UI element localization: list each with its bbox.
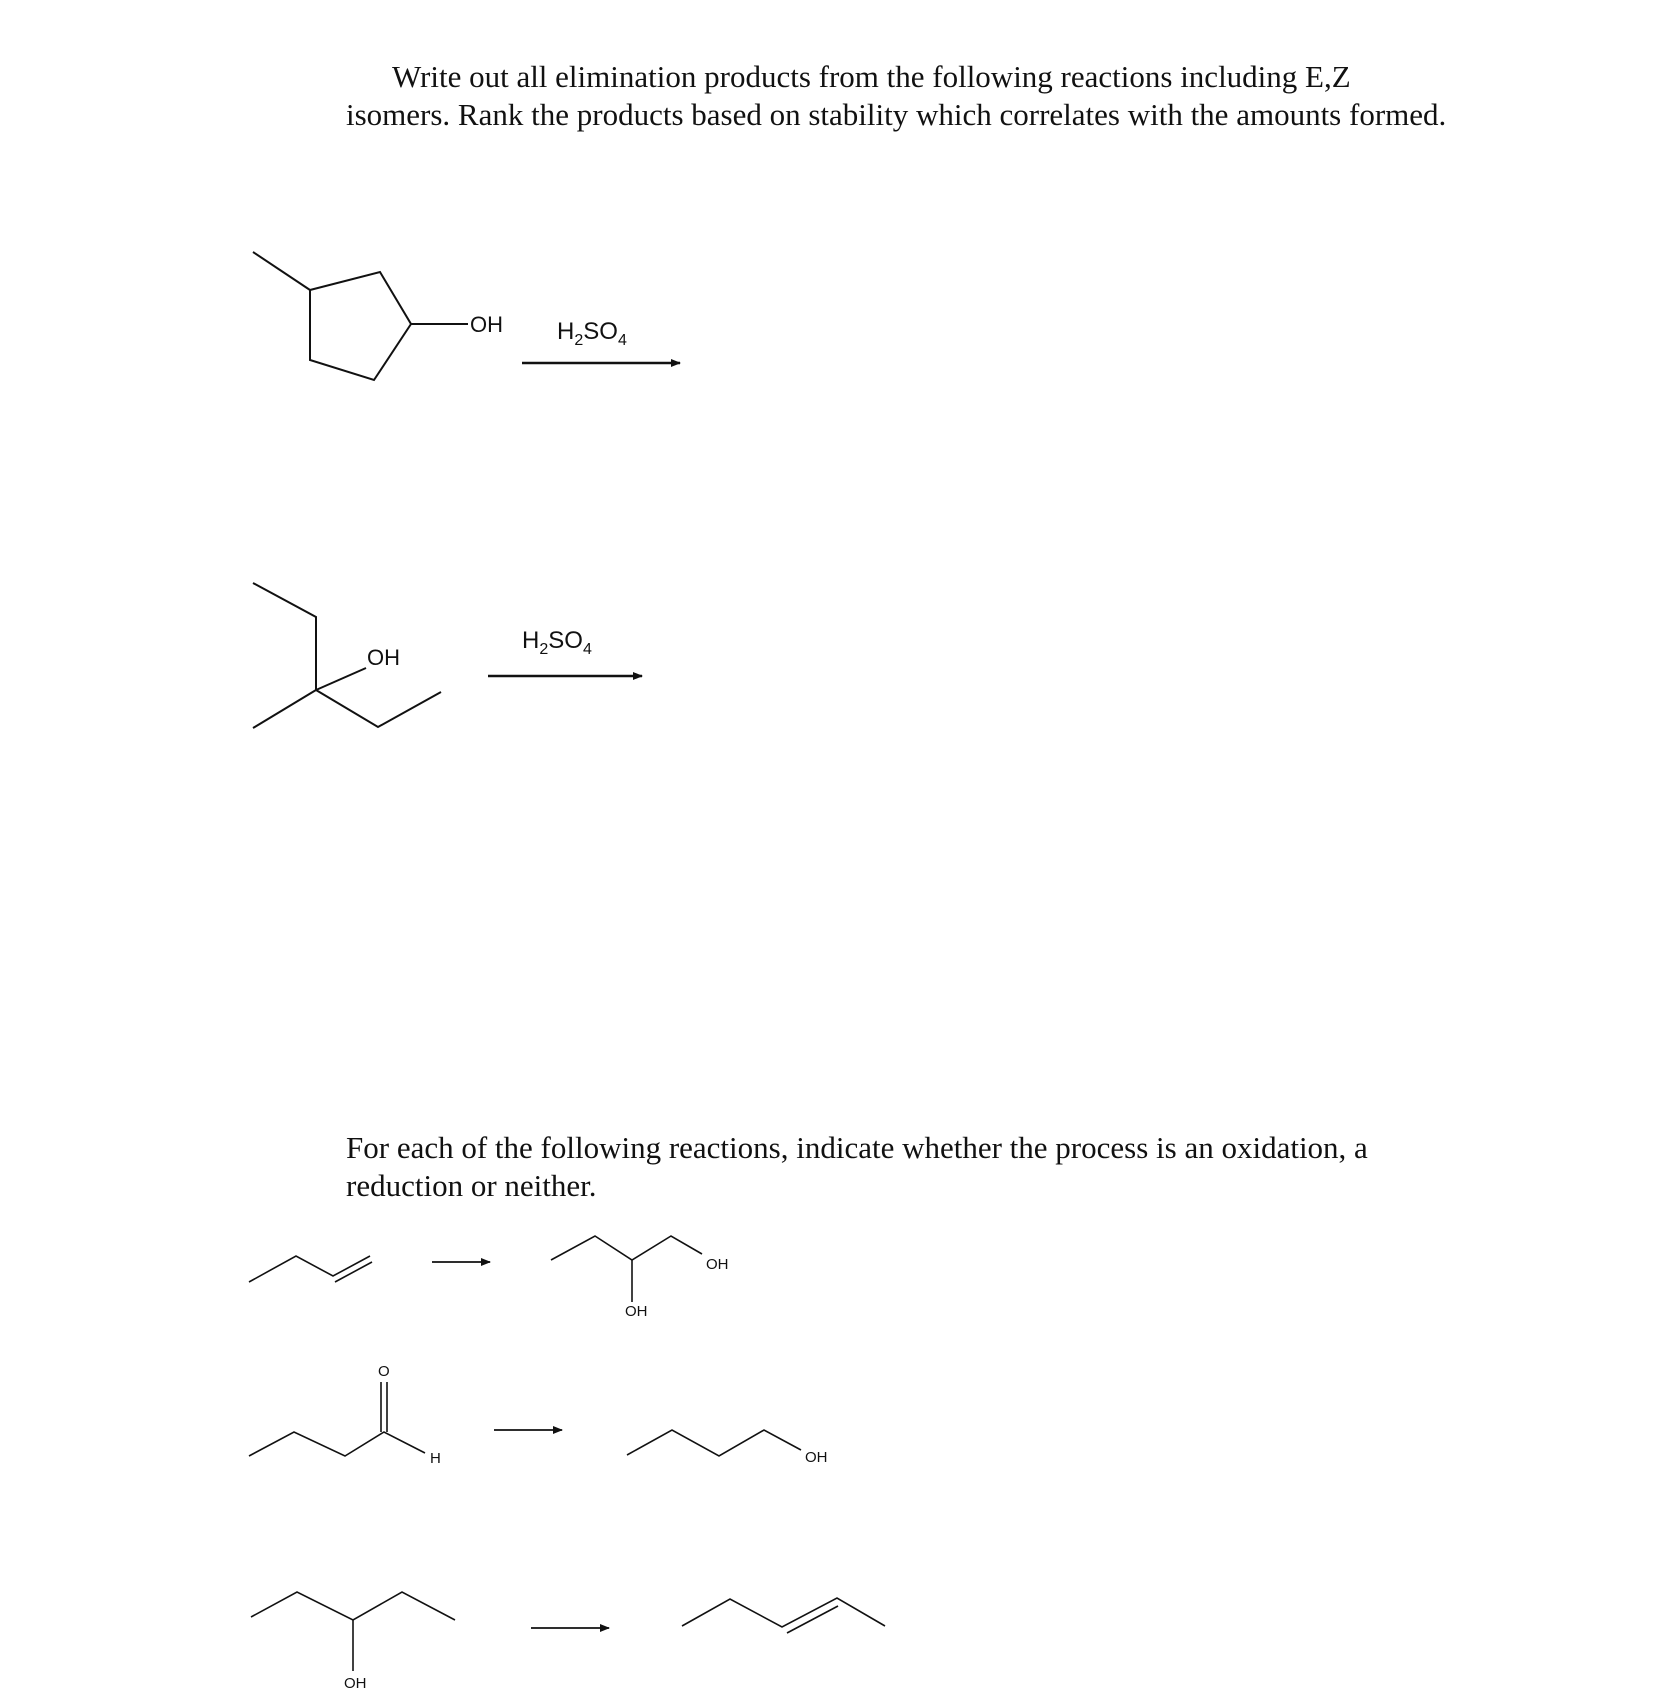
redox-1-product (551, 1236, 702, 1302)
elimination-1-reagent: $H_2SO_4$ (557, 318, 627, 349)
redox-1-reactant (249, 1256, 372, 1282)
redox-1-oh-label-2: OH (625, 1303, 648, 1320)
elimination-1-reactant (253, 252, 468, 380)
redox-2-aldehyde-h-label: H (430, 1450, 441, 1467)
redox-3-reactant (251, 1592, 455, 1671)
redox-2-carbonyl-o-label: O (378, 1363, 390, 1380)
redox-2-oh-label: OH (805, 1449, 828, 1466)
elimination-2-reactant (253, 583, 441, 728)
redox-3-product (682, 1598, 885, 1633)
redox-2-reactant (249, 1382, 425, 1456)
redox-1-oh-label-1: OH (706, 1256, 729, 1273)
elimination-2-oh-label: OH (367, 645, 400, 670)
redox-3-oh-label: OH (344, 1675, 367, 1692)
elimination-2-reagent: $H_2SO_4$ (522, 627, 592, 658)
elimination-instructions: Write out all elimination products from the following reactions including E,Z isomers. Rank the products based on stability which correlates with the amounts formed. (346, 59, 1447, 132)
redox-instructions: For each of the following reactions, indicate whether the process is an oxidation, a reduction or neither. (346, 1130, 1368, 1203)
elimination-1-oh-label: OH (470, 312, 503, 337)
redox-2-product (627, 1430, 801, 1456)
